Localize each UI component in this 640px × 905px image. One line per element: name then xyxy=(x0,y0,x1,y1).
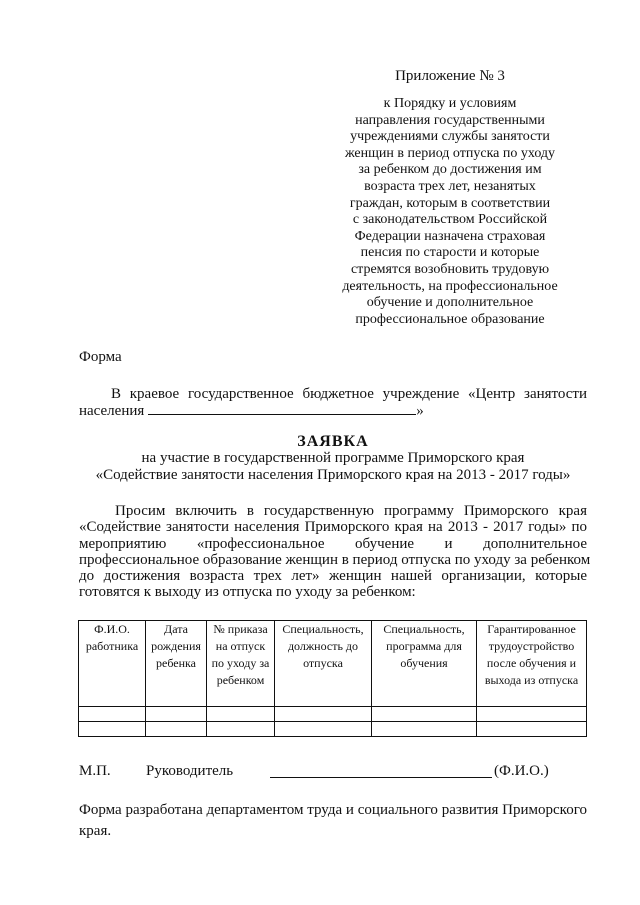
appendix-line: обучение и дополнительное xyxy=(366,295,534,311)
appendix-line: с законодательством Российской xyxy=(352,212,548,228)
footer-note xyxy=(79,800,587,842)
addressee-block xyxy=(79,386,587,420)
column-header-child-birth-date: Дата рождения ребенка xyxy=(146,621,207,707)
table-cell[interactable] xyxy=(275,722,372,737)
table-row xyxy=(79,707,587,722)
column-header-guaranteed-employment: Гарантированное трудоустройство после обучения и выхода из отпуска xyxy=(477,621,587,707)
head-label: Руководитель xyxy=(146,763,234,779)
table-cell[interactable] xyxy=(146,707,207,722)
form-label: Форма xyxy=(79,349,122,365)
table-row xyxy=(79,722,587,737)
paragraph-line: мероприятию «профессиональное обучение и дополнительное xyxy=(79,535,587,552)
request-paragraph xyxy=(79,503,591,601)
application-subtitle: на участие в государственной программе Приморского края xyxy=(141,450,525,466)
appendix-line: к Порядку и условиям xyxy=(383,96,517,111)
footer-line: Форма разработана департаментом труда и социального развития Приморского xyxy=(79,802,587,818)
column-header-leave-order: № приказа на отпуск по уходу за ребенком xyxy=(207,621,275,707)
appendix-line: направления государственными xyxy=(355,112,545,128)
table-cell[interactable] xyxy=(79,722,146,737)
paragraph-line: Просим включить в государственную программу Приморского края xyxy=(115,503,587,519)
signature-line[interactable] xyxy=(270,777,492,778)
appendix-line: пенсия по старости и которые xyxy=(360,245,540,261)
addressee-blank-field[interactable] xyxy=(148,403,416,415)
participants-table xyxy=(78,620,587,737)
table-header-row xyxy=(79,621,587,707)
table-cell[interactable] xyxy=(207,722,275,737)
appendix-title: Приложение № 3 xyxy=(395,68,505,84)
paragraph-line: профессиональное образование женщин в период отпуска по уходу за ребенком xyxy=(79,551,591,568)
table-cell[interactable] xyxy=(79,707,146,722)
appendix-line: стремятся возобновить трудовую xyxy=(350,261,550,277)
appendix-line: учреждениями службы занятости xyxy=(350,129,550,145)
footer-line: края. xyxy=(79,823,112,839)
appendix-line: деятельность, на профессиональное xyxy=(342,278,558,294)
table-cell[interactable] xyxy=(275,707,372,722)
paragraph-line: готовятся к выходу из отпуска по уходу за ребенком: xyxy=(79,584,416,601)
paragraph-line: «Содействие занятости населения Приморского края на 2013 - 2017 годы» по xyxy=(79,519,587,536)
program-name: «Содействие занятости населения Приморского края на 2013 - 2017 годы» xyxy=(95,467,571,483)
paragraph-line: до достижения возраста трех лет» женщин нашей организации, которые xyxy=(79,568,587,585)
table-cell[interactable] xyxy=(372,707,477,722)
appendix-line: профессиональное образование xyxy=(355,311,545,327)
column-header-employee-name: Ф.И.О. работника xyxy=(79,621,146,707)
appendix-line: за ребенком до достижения им xyxy=(358,162,542,178)
appendix-line: граждан, которым в соответствии xyxy=(349,195,551,211)
column-header-training-program: Специальность, программа для обучения xyxy=(372,621,477,707)
stamp-place-label: М.П. xyxy=(79,763,111,779)
table-cell[interactable] xyxy=(372,722,477,737)
appendix-description xyxy=(300,96,600,328)
table-cell[interactable] xyxy=(146,722,207,737)
application-title: ЗАЯВКА xyxy=(297,433,369,450)
appendix-line: Федерации назначена страховая xyxy=(354,228,546,244)
fio-label: (Ф.И.О.) xyxy=(494,763,549,779)
addressee-closing-quote: » xyxy=(416,403,424,419)
appendix-line: женщин в период отпуска по уходу xyxy=(344,145,556,161)
addressee-city-label: населения xyxy=(79,403,145,419)
column-header-position-before-leave: Специальность, должность до отпуска xyxy=(275,621,372,707)
table-cell[interactable] xyxy=(477,722,587,737)
table-cell[interactable] xyxy=(207,707,275,722)
addressee-line: В краевое государственное бюджетное учреждение «Центр занятости xyxy=(111,386,587,402)
appendix-line: возраста трех лет, незанятых xyxy=(364,178,536,194)
table-cell[interactable] xyxy=(477,707,587,722)
application-heading xyxy=(79,433,587,484)
addressee-line-2 xyxy=(79,403,587,420)
